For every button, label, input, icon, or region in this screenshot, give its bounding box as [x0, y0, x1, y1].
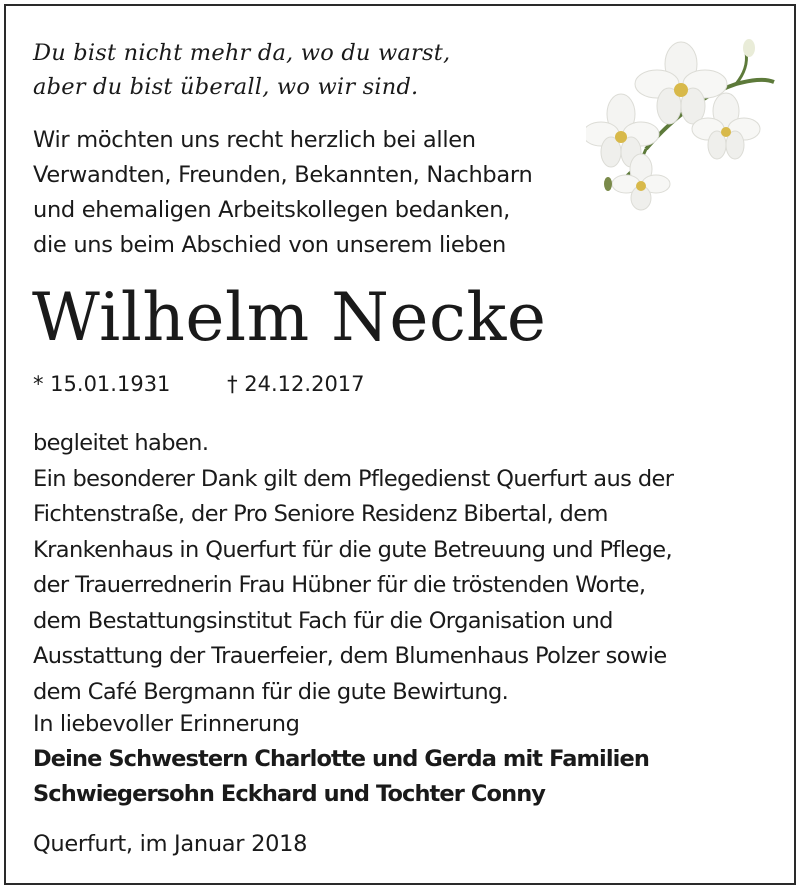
intro-text: [33, 123, 532, 263]
body-line: dem Café Bergmann für die gute Bewirtung.: [33, 678, 509, 705]
body-line: Fichtenstraße, der Pro Seniore Residenz Bibertal, dem: [33, 501, 608, 527]
body-line: Ein besonderer Dank gilt dem Pflegedienst Querfurt aus der: [33, 465, 674, 492]
quote-line: Du bist nicht mehr da, wo du warst,: [33, 40, 451, 66]
birth-date: * 15.01.1931: [33, 372, 171, 396]
body-line: Ausstattung der Trauerfeier, dem Blumenhaus Polzer sowie: [33, 643, 667, 669]
quote-line: aber du bist überall, wo wir sind.: [33, 74, 419, 100]
deceased-name: Wilhelm Necke: [32, 279, 547, 356]
body-line: Krankenhaus in Querfurt für die gute Betreuung und Pflege,: [33, 536, 673, 563]
intro-line: Wir möchten uns recht herzlich bei allen: [33, 127, 476, 153]
obituary-notice: [4, 4, 796, 885]
intro-line: die uns beim Abschied von unserem lieben: [33, 232, 506, 258]
place-date: Querfurt, im Januar 2018: [33, 831, 308, 857]
intro-line: Verwandten, Freunden, Bekannten, Nachbarn: [33, 162, 533, 188]
memorial-quote: [33, 36, 450, 104]
intro-line: und ehemaligen Arbeitskollegen bedanken,: [33, 197, 511, 223]
body-line: der Trauerrednerin Frau Hübner für die tröstenden Worte,: [33, 572, 646, 598]
life-dates: [33, 366, 365, 402]
thanks-text: [33, 426, 673, 710]
orchid-flower-icon: [586, 34, 776, 214]
family-line: Deine Schwestern Charlotte und Gerda mit Familien: [33, 746, 649, 772]
body-line: begleitet haben.: [33, 430, 209, 456]
body-line: dem Bestattungsinstitut Fach für die Organisation und: [33, 607, 613, 634]
family-line: Schwiegersohn Eckhard und Tochter Conny: [33, 781, 546, 807]
remembrance-line: In liebevoller Erinnerung: [33, 711, 300, 737]
closing-signature: [33, 707, 649, 812]
death-date: † 24.12.2017: [227, 372, 365, 396]
